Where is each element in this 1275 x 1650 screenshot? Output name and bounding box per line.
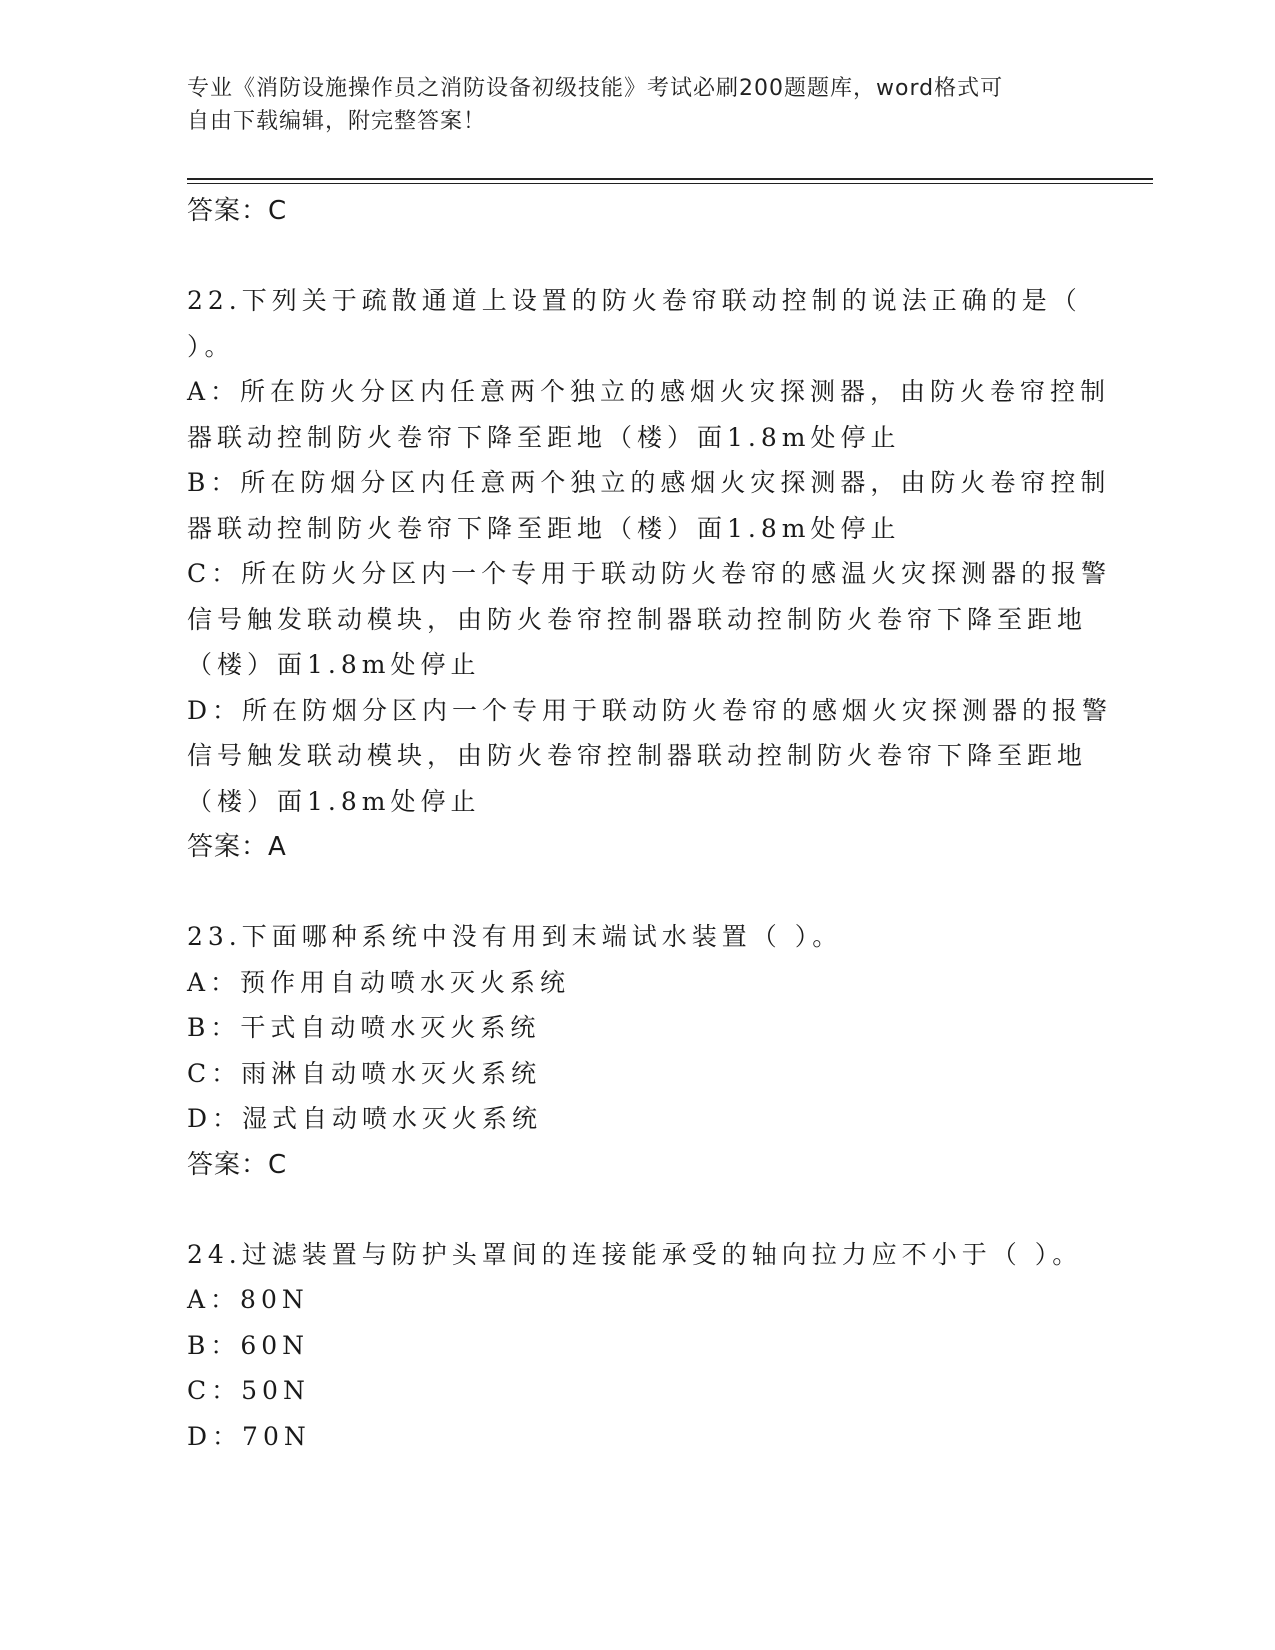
answer-line: 答案：A xyxy=(187,832,287,862)
option-a: A：所在防火分区内任意两个独立的感烟火灾探测器，由防火卷帘控制器联动控制防火卷帘下降至距地（楼）面1.8m处停止 xyxy=(187,377,1111,452)
question-22 xyxy=(187,278,1137,870)
document-header xyxy=(187,72,1087,138)
option-b: B：60N xyxy=(187,1330,310,1360)
header-line-2: 自由下载编辑，附完整答案！ xyxy=(187,109,487,134)
answer-line: 答案：C xyxy=(187,1149,288,1180)
question-text: 22.下列关于疏散通道上设置的防火卷帘联动控制的说法正确的是（ ）。 xyxy=(187,286,1082,361)
question-23 xyxy=(187,914,1137,1188)
option-d: D：70N xyxy=(187,1421,311,1451)
header-divider-thick xyxy=(187,178,1153,180)
option-a: A：80N xyxy=(187,1285,309,1314)
option-b: B：所在防烟分区内任意两个独立的感烟火灾探测器，由防火卷帘控制器联动控制防火卷帘下降至距地（楼）面1.8m处停止 xyxy=(187,468,1111,543)
option-d: D：所在防烟分区内一个专用于联动防火卷帘的感烟火灾探测器的报警信号触发联动模块，由防火卷帘控制器联动控制防火卷帘下降至距地（楼）面1.8m处停止 xyxy=(187,695,1113,816)
answer-line: 答案：C xyxy=(187,196,288,226)
header-divider-thin xyxy=(187,183,1153,184)
option-d: D：湿式自动喷水灭火系统 xyxy=(187,1104,543,1133)
question-24 xyxy=(187,1232,1137,1460)
option-c: C：雨淋自动喷水灭火系统 xyxy=(187,1058,542,1088)
option-c: C：50N xyxy=(187,1376,310,1405)
question-text: 24.过滤装置与防护头罩间的连接能承受的轴向拉力应不小于（ ）。 xyxy=(187,1239,1083,1269)
question-text: 23.下面哪种系统中没有用到末端试水装置（ ）。 xyxy=(187,922,843,951)
document-body xyxy=(187,188,1137,1459)
option-b: B：干式自动喷水灭火系统 xyxy=(187,1013,541,1042)
header-line-1: 专业《消防设施操作员之消防设备初级技能》考试必刷200题题库，word格式可 xyxy=(187,76,1004,101)
option-c: C：所在防火分区内一个专用于联动防火卷帘的感温火灾探测器的报警信号触发联动模块，由防火卷帘控制器联动控制防火卷帘下降至距地（楼）面1.8m处停止 xyxy=(187,559,1112,679)
option-a: A：预作用自动喷水灭火系统 xyxy=(187,967,571,997)
